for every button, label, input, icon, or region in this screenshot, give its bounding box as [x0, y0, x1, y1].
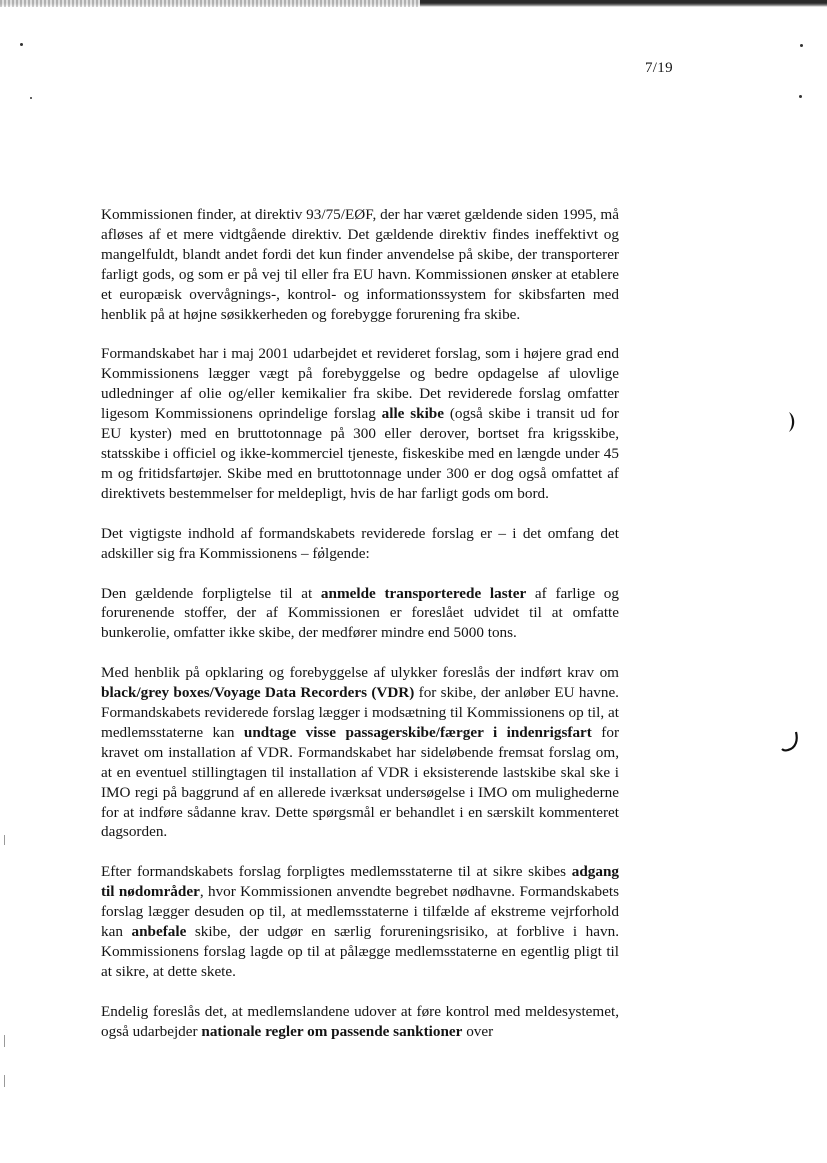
binder-mark [4, 835, 5, 845]
text-run: Efter formandskabets forslag forpligtes medlemsstaterne til at sikre skibes [101, 863, 572, 881]
scan-speck [800, 44, 803, 47]
bold-text-run: alle skibe [381, 405, 444, 423]
text-run: , hvor Kommissionen anvendte begrebet nødhavne. Formandskabets forslag lægger desuden op til, at medlemsstaterne i tilfælde af ekstreme vejrforhold kan [101, 883, 619, 941]
scan-top-edge-texture [0, 0, 420, 7]
scan-speck [30, 97, 32, 99]
binder-mark [4, 1035, 5, 1047]
paragraph-1 [101, 205, 619, 324]
text-run: for kravet om installation af VDR. Formandskabet har sideløbende fremsat forslag om, at en eventuel stillingtagen til installation af VDR i eksisterende lastskibe skal ske i IMO regi på baggrund af en allerede iværksat undersøgelse i IMO om mulighederne for at indføre sådanne krav. Dette spørgsmål er behandlet i en særskilt kommenteret dagsorden. [101, 723, 620, 841]
bold-text-run: nationale regler om passende sanktioner [201, 1022, 463, 1040]
text-run: af farlige og forurenende stoffer, der af Kommissionen er foreslået udvidet til at omfatte bunkerolie, omfatter ikke skibe, der medfører mindre end 5000 tons. [101, 584, 619, 642]
text-run: Den gældende forpligtelse til at [101, 584, 321, 602]
bold-text-run: undtage visse passagerskibe/færger i indenrigsfart [243, 723, 592, 741]
bold-text-run: black/grey boxes/Voyage Data Recorders (VDR) [101, 684, 415, 702]
paragraph-5 [101, 663, 619, 842]
paragraph-2 [101, 344, 619, 503]
text-run: Med henblik på opklaring og forebyggelse af ulykker foreslås der indført krav om [101, 664, 619, 682]
paragraph-4 [101, 584, 619, 644]
bold-text-run: adgang til nødområder [101, 863, 619, 901]
margin-hook-mark [778, 730, 802, 754]
document-body [101, 205, 619, 1042]
binder-mark [4, 1075, 5, 1087]
text-run: over [462, 1022, 494, 1040]
paragraph-3 [101, 524, 619, 564]
text-run: (også skibe i transit ud for EU kyster) med en bruttotonnage på 300 eller derover, bortset fra krigsskibe, statsskibe i officiel og ikke-kommerciel tjeneste, fiskeskibe med en længde under 45 m og fritidsfartøjer. Skibe med en bruttotonnage under 300 er dog også omfattet af direktivets bestemmelser for meldepligt, hvis de har farligt gods om bord. [101, 405, 619, 502]
text-run: skibe, der udgør en særlig forureningsrisiko, at forblive i havn. Kommissionens forslag lagde op til at pålægge medlemsstaterne en egentlig pligt til at sikre, at dette skete. [101, 923, 619, 980]
text-run: for skibe, der anløber EU havne. Formandskabets reviderede forslag lægger i modsætning til Kommissionens op til, at medlemsstaterne kan [101, 684, 619, 741]
text-run: Kommissionen finder, at direktiv 93/75/EØF, der har været gældende siden 1995, må afløses af et mere vidtgående direktiv. Det gældende direktiv findes ineffektivt og mangelfuldt, blandt andet fordi det kun finder anvendelse på skibe, der transporterer farligt gods, og som er på vej til eller fra EU havn. Kommissionen ønsker at etablere et europæisk overvågnings-, kontrol- og informationssystem for skibsfarten med henblik på at højne søsikkerheden og forebygge forurening fra skibe. [101, 206, 619, 323]
paragraph-6 [101, 862, 619, 981]
scan-speck [799, 95, 802, 98]
text-run: Det vigtigste indhold af formandskabets reviderede forslag er – i det omfang det adskiller sig fra Kommissionens – følgende: [101, 524, 619, 562]
page-number: 7/19 [645, 60, 673, 76]
bold-text-run: anbefale [131, 923, 187, 941]
text-run: Endelig foreslås det, at medlemslandene udover at føre kontrol med meldesystemet, også udarbejder [101, 1002, 619, 1040]
bold-text-run: anmelde transporterede laster [320, 584, 527, 602]
text-run: Formandskabet har i maj 2001 udarbejdet et revideret forslag, som i højere grad end Kommissionens lægger vægt på forebyggelse og bedre opdagelse af ulovlige udledninger af olie og/eller kemikalier fra skibe. Det reviderede forslag omfatter ligesom Kommissionens oprindelige forslag [101, 345, 619, 423]
margin-bracket-mark [786, 410, 798, 434]
scan-speck [20, 43, 23, 46]
paragraph-7 [101, 1002, 619, 1042]
